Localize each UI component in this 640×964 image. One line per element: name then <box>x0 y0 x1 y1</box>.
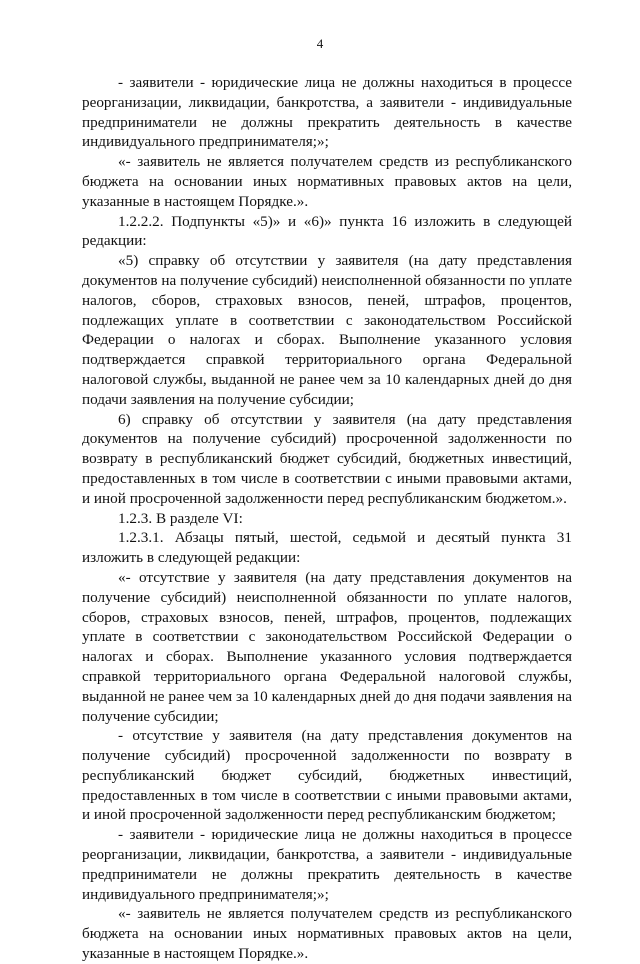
paragraph: «- заявитель не является получателем средств из республиканского бюджета на основании иных нормативных правовых актов на цели, указанные в настоящем Порядке.». <box>82 905 572 963</box>
paragraph: - заявители - юридические лица не должны находиться в процессе реорганизации, ликвидации, банкротства, а заявители - индивидуальные предприниматели не должны прекратить деятельность в качестве индивидуального предпринимателя;»; <box>82 74 572 151</box>
paragraph: «- заявитель не является получателем средств из республиканского бюджета на основании иных нормативных правовых актов на цели, указанные в настоящем Порядке.». <box>82 153 572 210</box>
paragraph: 1.2.2.2. Подпункты «5)» и «6)» пункта 16 изложить в следующей редакции: <box>82 212 572 250</box>
paragraph: 6) справку об отсутствии у заявителя (на дату представления документов на получение субсидий) просроченной задолженности по возврату в республиканский бюджет субсидий, бюджетных инвестиций, предоставленных в том числе в соответствии с иными правовыми актами, и иной просроченной задолженности перед республиканским бюджетом.». <box>82 410 572 507</box>
paragraph: «- отсутствие у заявителя (на дату представления документов на получение субсидий) неисполненной обязанности по уплате налогов, сборов, страховых взносов, пеней, штрафов, процентов, подлежащих уплате в соответствии с законодательством Российской Федерации о налогах и сборах. Выполнение указанного условия подтверждается справкой территориального органа Федеральной налоговой службы, выданной не ранее чем за 10 календарных дней до дня подачи заявления на получение субсидии; <box>82 568 572 725</box>
paragraph: «5) справку об отсутствии у заявителя (на дату представления документов на получение субсидий) неисполненной обязанности по уплате налогов, сборов, страховых взносов, пеней, штрафов, процентов, подлежащих уплате в соответствии с законодательством Российской Федерации о налогах и сборах. Выполнение указанного условия подтверждается справкой территориального органа Федеральной налоговой службы, выданной не ранее чем за 10 календарных дней до дня подачи заявления на получение субсидии; <box>82 252 572 408</box>
document-body <box>82 73 572 964</box>
paragraph: 1.2.3. В разделе VI: <box>118 509 243 527</box>
paragraph: - отсутствие у заявителя (на дату представления документов на получение субсидий) просроченной задолженности по возврату в республиканский бюджет субсидий, бюджетных инвестиций, предоставленных в том числе в соответствии с иными правовыми актами, и иной просроченной задолженности перед республиканским бюджетом; <box>82 727 572 824</box>
paragraph: - заявители - юридические лица не должны находиться в процессе реорганизации, ликвидации, банкротства, а заявители - индивидуальные предприниматели не должны прекратить деятельность в качестве индивидуального предпринимателя;»; <box>82 826 572 903</box>
page-number: 4 <box>316 36 324 51</box>
paragraph: 1.2.3.1. Абзацы пятый, шестой, седьмой и десятый пункта 31 изложить в следующей редакции: <box>82 529 572 567</box>
